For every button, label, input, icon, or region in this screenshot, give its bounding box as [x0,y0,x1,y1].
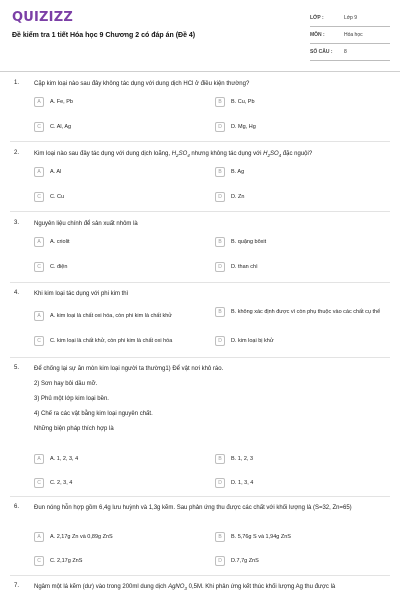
option-text: A. kim loại là chất oxi hóa, còn phi kim là chất khử [50,312,172,319]
divider [10,357,390,358]
formula-agno: AgNO [168,584,185,590]
option-letter-box: D [215,336,225,346]
option-b[interactable] [215,307,385,317]
option-a[interactable] [34,454,204,464]
option-letter-box: C [34,262,44,272]
question-line: Để chống lại sự ăn mòn kim loại người ta thường1) Để vật nơi khô ráo. [34,366,224,372]
divider [10,141,390,142]
option-c[interactable] [34,192,204,202]
quizizz-logo: QUIZIZZ [12,10,73,25]
option-text: A. criolit [50,238,70,245]
formula-h: H [263,151,268,157]
formula-subscript: 4 [278,153,282,159]
option-letter-box: B [215,237,225,247]
option-text: C. Al, Ag [50,123,72,130]
option-text: B. quặng bôxit [231,238,267,245]
question-text [34,583,389,593]
option-b[interactable] [215,454,385,464]
option-letter-box: B [215,97,225,107]
option-d[interactable] [215,478,385,488]
document-title: Đề kiểm tra 1 tiết Hóa học 9 Chương 2 có đáp án (Đề 4) [12,32,196,39]
formula-subscript: 2 [267,153,270,159]
text-segment: đặc nguội? [281,151,313,157]
option-text: D. Zn [231,193,245,200]
option-text: C. điện [50,263,68,270]
option-text: A. 1, 2, 3, 4 [50,455,79,462]
option-b[interactable] [215,532,385,542]
question-line: 4) Chế ra các vật bằng kim loại nguyên chất. [34,411,153,417]
question-text: Cặp kim loại nào sau đây không tác dụng với dung dịch HCl ở điều kiện thường? [34,81,250,87]
option-c[interactable] [34,478,204,488]
option-letter-box: A [34,167,44,177]
option-text: C. 2,17g ZnS [50,557,83,564]
question-text: Nguyên liệu chính để sản xuất nhôm là [34,221,138,227]
info-row-class [310,10,390,27]
option-text: D. 1, 3, 4 [231,479,254,486]
option-letter-box: B [215,532,225,542]
option-b[interactable] [215,237,385,247]
info-row-count [310,44,390,61]
option-a[interactable] [34,97,204,107]
option-c[interactable] [34,336,204,346]
option-letter-box: D [215,122,225,132]
formula-so: SO [178,151,188,157]
option-text: A. 2,17g Zn và 0,89g ZnS [50,533,113,540]
option-letter-box: C [34,122,44,132]
option-letter-box: C [34,478,44,488]
option-d[interactable] [215,122,385,132]
option-text: D. kim loại bị khử [231,337,274,344]
question-number: 4. [14,290,20,296]
option-letter-box: A [34,454,44,464]
option-letter-box: C [34,192,44,202]
option-text: B. 5,76g S và 1,94g ZnS [231,533,291,540]
option-letter-box: C [34,336,44,346]
option-letter-box: B [215,307,225,317]
option-a[interactable] [34,237,204,247]
text-segment: Kim loại nào sau đây tác dụng với dung dịch loãng, [34,151,172,157]
option-letter-box: A [34,532,44,542]
question-number: 1. [14,80,20,86]
question-line: Những biện pháp thích hợp là [34,426,114,432]
option-c[interactable] [34,556,204,566]
question-text: Khi kim loại tác dụng với phi kim thì [34,291,129,297]
divider [10,496,390,497]
question-number: 5. [14,365,20,371]
info-label: LỚP : [310,15,324,21]
info-value: Hóa học [344,32,363,38]
question-line: 3) Phủ một lớp kim loại bền. [34,396,109,402]
option-d[interactable] [215,192,385,202]
option-letter-box: B [215,167,225,177]
question-text [34,150,389,160]
option-text: D. than chì [231,263,258,270]
option-b[interactable] [215,97,385,107]
option-letter-box: A [34,237,44,247]
option-text: D.7,7g ZnS [231,557,259,564]
formula-subscript: 3 [184,586,187,592]
option-d[interactable] [215,556,385,566]
option-text: A. Al [50,168,62,175]
option-text: A. Fe, Pb [50,98,73,105]
option-text: C. kim loại là chất khử, còn phi kim là chất oxi hóa [50,337,173,344]
formula-subscript: 2 [176,153,179,159]
text-segment: nhưng không tác dụng với [189,151,264,157]
info-box [310,10,390,61]
info-label: MÔN : [310,32,325,38]
option-text: B. Ag [231,168,245,175]
formula-subscript: 4 [187,153,190,159]
text-segment: 0,5M. Khi phản ứng kết thúc khối lượng Ag thu được là [186,584,336,590]
question-number: 6. [14,504,20,510]
option-a[interactable] [34,311,204,321]
info-value: 8 [344,49,347,55]
question-number: 2. [14,150,20,156]
option-letter-box: D [215,556,225,566]
option-d[interactable] [215,336,385,346]
question-text: Đun nóng hỗn hợp gồm 6,4g lưu huỳnh và 1,3g kẽm. Sau phản ứng thu được các chất với khối lượng là (S=32, Zn=65) [34,505,352,511]
option-letter-box: B [215,454,225,464]
option-d[interactable] [215,262,385,272]
option-text: B. Cu, Pb [231,98,255,105]
info-value: Lớp 9 [344,15,358,21]
option-a[interactable] [34,532,204,542]
question-number: 7. [14,583,20,589]
option-text: D. Mg, Hg [231,123,256,130]
option-b[interactable] [215,167,385,177]
formula-h: H [171,151,177,157]
option-letter-box: D [215,262,225,272]
option-c[interactable] [34,262,204,272]
divider [10,282,390,283]
divider [10,575,390,576]
option-letter-box: C [34,556,44,566]
formula-so: SO [269,151,279,157]
option-text: B. không xác định được vì còn phụ thuộc vào các chất cụ thể [231,308,381,315]
page-header [0,0,400,72]
info-row-subject [310,27,390,44]
option-letter-box: A [34,311,44,321]
option-text: C. Cu [50,193,65,200]
question-number: 3. [14,220,20,226]
option-letter-box: D [215,478,225,488]
option-letter-box: D [215,192,225,202]
option-text: B. 1, 2, 3 [231,455,254,462]
option-letter-box: A [34,97,44,107]
info-label: SỐ CÂU : [310,49,333,55]
text-segment: Ngâm một lá kẽm (dư) vào trong 200ml dung dịch [34,584,169,590]
option-a[interactable] [34,167,204,177]
question-line: 2) Sơn hay bôi dầu mỡ. [34,381,98,387]
option-c[interactable] [34,122,204,132]
option-text: C. 2, 3, 4 [50,479,73,486]
divider [10,211,390,212]
